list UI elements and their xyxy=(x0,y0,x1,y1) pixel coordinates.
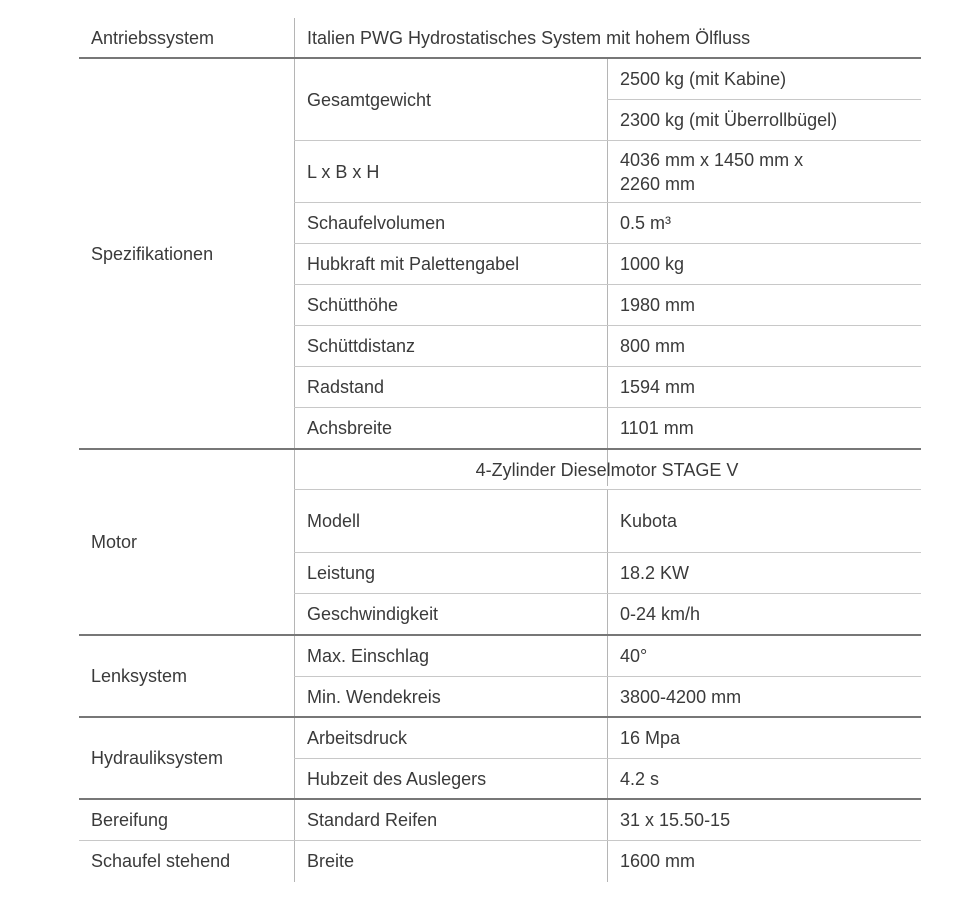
einschlag-label: Max. Einschlag xyxy=(307,646,430,666)
radstand-value: 1594 mm xyxy=(620,377,696,397)
gesamtgewicht-buegel-value: 2300 kg (mit Überrollbügel) xyxy=(620,110,838,130)
achsbreite-value: 1101 mm xyxy=(620,418,694,438)
section-label-motor: Motor xyxy=(91,532,138,552)
hubkraft-value: 1000 kg xyxy=(620,254,685,274)
gesamtgewicht-kabine-value: 2500 kg (mit Kabine) xyxy=(620,69,787,89)
wendekreis-label: Min. Wendekreis xyxy=(307,686,441,707)
antriebssystem-value: Italien PWG Hydrostatisches System mit hohem Ölfluss xyxy=(307,27,751,48)
lbh-label: L x B x H xyxy=(307,161,380,182)
motor-header: 4-Zylinder Dieselmotor STAGE V xyxy=(475,459,739,480)
modell-value: Kubota xyxy=(620,511,678,531)
breite-value: 1600 mm xyxy=(620,851,696,871)
hubkraft-label: Hubkraft mit Palettengabel xyxy=(307,254,520,274)
hubzeit-label: Hubzeit des Auslegers xyxy=(307,768,487,789)
radstand-label: Radstand xyxy=(307,377,385,397)
schuttdistanz-value: 800 mm xyxy=(620,336,686,356)
breite-label: Breite xyxy=(307,851,355,871)
section-label-antriebssystem: Antriebssystem xyxy=(91,27,215,48)
reifen-value: 31 x 15.50-15 xyxy=(620,810,731,830)
schaufelvolumen-value: 0.5 m³ xyxy=(620,213,672,233)
gesamtgewicht-label: Gesamtgewicht xyxy=(307,89,432,110)
schuttdistanz-label: Schüttdistanz xyxy=(307,336,416,356)
leistung-value: 18.2 KW xyxy=(620,563,690,583)
hubzeit-value: 4.2 s xyxy=(620,768,660,789)
wendekreis-value: 3800-4200 mm xyxy=(620,686,742,707)
modell-label: Modell xyxy=(307,511,361,531)
section-label-lenksystem: Lenksystem xyxy=(91,666,188,686)
geschwindigkeit-label: Geschwindigkeit xyxy=(307,604,439,624)
lbh-value: 4036 mm x 1450 mm x 2260 mm xyxy=(620,149,804,194)
section-label-schaufel: Schaufel stehend xyxy=(91,851,231,871)
arbeitsdruck-value: 16 Mpa xyxy=(620,728,681,748)
schutthohe-value: 1980 mm xyxy=(620,295,696,315)
section-label-bereifung: Bereifung xyxy=(91,810,169,830)
leistung-label: Leistung xyxy=(307,563,376,583)
arbeitsdruck-label: Arbeitsdruck xyxy=(307,728,408,748)
reifen-label: Standard Reifen xyxy=(307,810,438,830)
section-label-spezifikationen: Spezifikationen xyxy=(91,243,214,264)
geschwindigkeit-value: 0-24 km/h xyxy=(620,604,701,624)
section-label-hydrauliksystem: Hydrauliksystem xyxy=(91,748,224,768)
achsbreite-label: Achsbreite xyxy=(307,418,393,438)
schutthohe-label: Schütthöhe xyxy=(307,295,399,315)
schaufelvolumen-label: Schaufelvolumen xyxy=(307,213,446,233)
einschlag-value: 40° xyxy=(620,646,648,666)
